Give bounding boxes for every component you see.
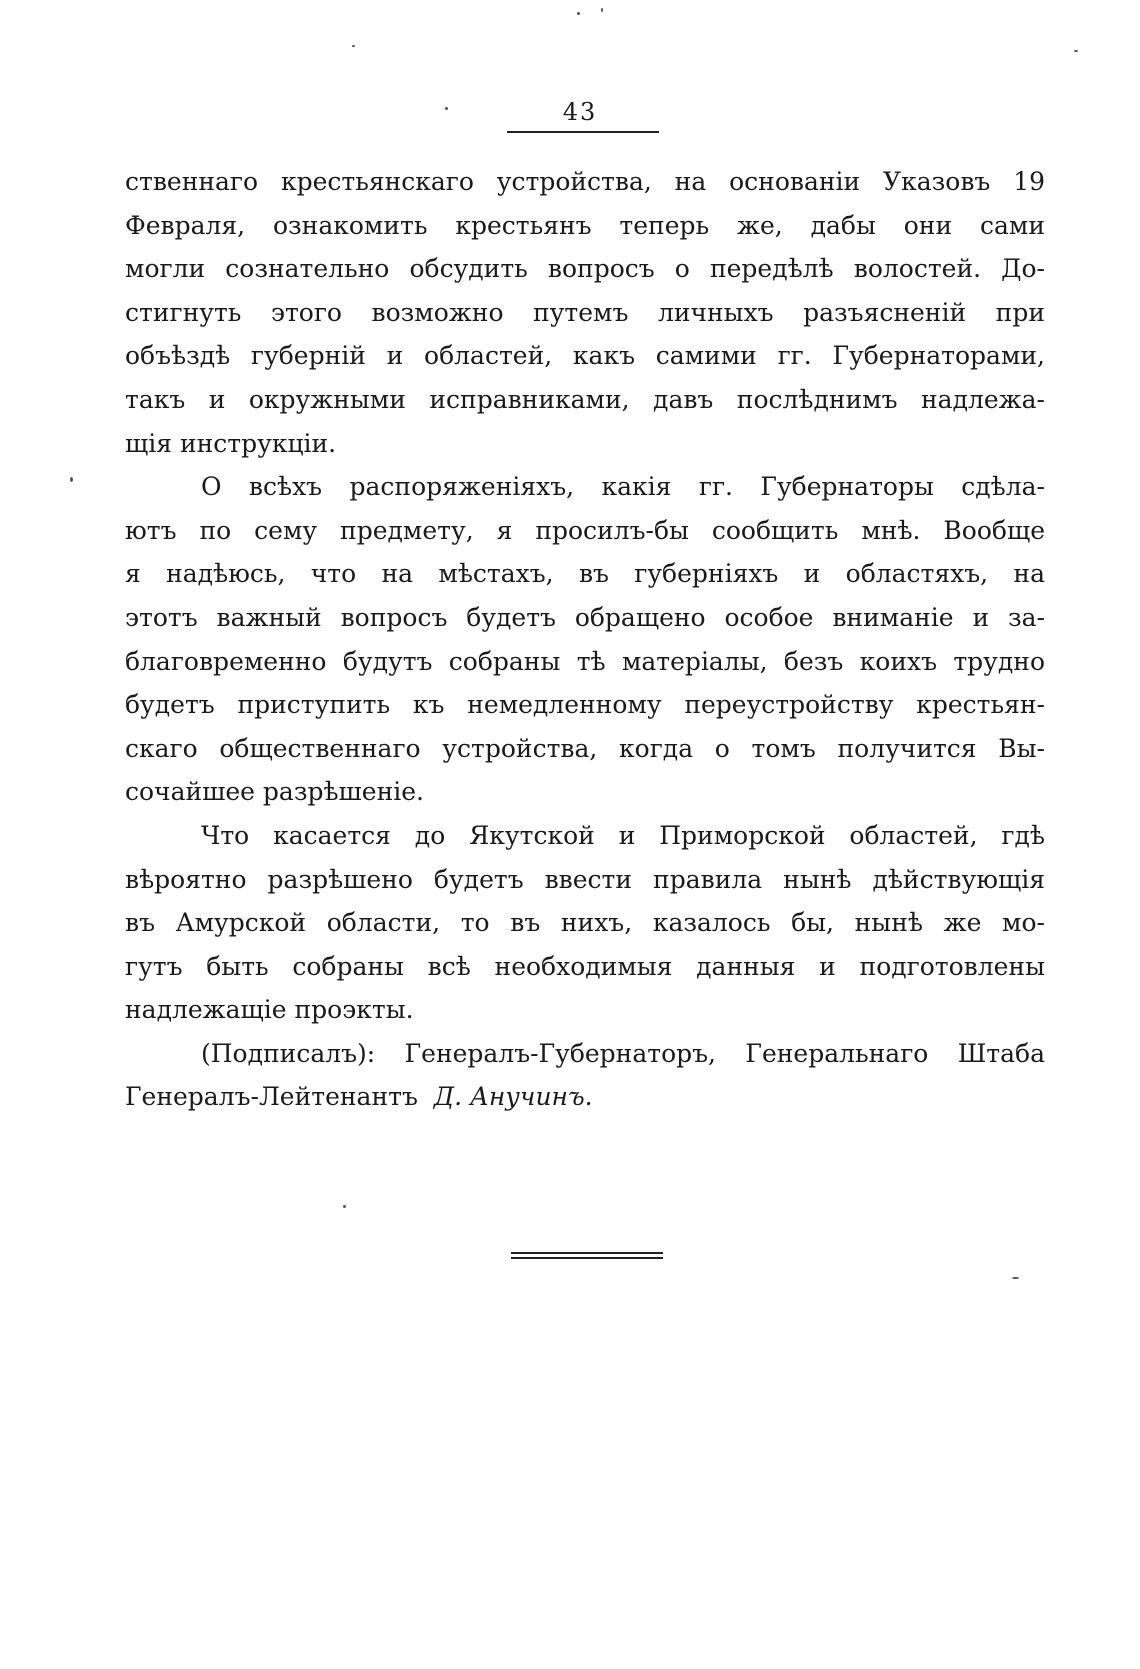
scan-speck	[70, 477, 73, 482]
page-number-underline	[507, 131, 659, 133]
text-line: этотъ важный вопросъ будетъ обращено особое вниманіе и за-	[125, 602, 1045, 632]
scan-speck	[1074, 50, 1078, 52]
text-line: Что касается до Якутской и Приморской областей, гдѣ	[201, 820, 1045, 850]
end-rule-bottom	[511, 1257, 663, 1259]
text-line: щія инструкціи.	[125, 428, 337, 458]
text-line: О всѣхъ распоряженіяхъ, какія гг. Губернаторы сдѣла-	[201, 472, 1045, 502]
scan-speck	[343, 1205, 346, 1208]
signature-line-2	[125, 1075, 1045, 1119]
page-number: 43	[562, 98, 598, 126]
signature-line-1: (Подписалъ): Генералъ-Губернаторъ, Генеральнаго Штаба	[201, 1038, 1045, 1068]
text-line: объѣздѣ губерній и областей, какъ самими гг. Губернаторами,	[125, 341, 1045, 371]
text-line: ютъ по сему предмету, я просилъ-бы сообщить мнѣ. Вообще	[125, 515, 1045, 545]
text-line: такъ и окружными исправниками, давъ послѣднимъ надлежа-	[125, 384, 1045, 414]
signature-name: Д. Анучинъ.	[433, 1082, 593, 1112]
text-line: гутъ быть собраны всѣ необходимыя данныя и подготовлены	[125, 951, 1045, 981]
text-line: сочайшее разрѣшеніе.	[125, 777, 424, 807]
text-line: могли сознательно обсудить вопросъ о передѣлѣ волостей. До-	[125, 254, 1045, 284]
paragraph-2	[125, 465, 1045, 814]
text-line: я надѣюсь, что на мѣстахъ, въ губерніяхъ и областяхъ, на	[125, 559, 1045, 589]
text-line: благовременно будутъ собраны тѣ матеріалы, безъ коихъ трудно	[125, 646, 1045, 676]
scan-speck	[601, 8, 603, 12]
end-rule-top	[511, 1252, 663, 1254]
text-line: скаго общественнаго устройства, когда о томъ получится Вы-	[125, 733, 1045, 763]
scan-speck	[445, 107, 448, 110]
text-line: вѣроятно разрѣшено будетъ ввести правила нынѣ дѣйствующія	[125, 864, 1045, 894]
paragraph-1	[125, 160, 1045, 465]
text-line: ственнаго крестьянскаго устройства, на основаніи Указовъ 19	[125, 167, 1045, 196]
signature-block	[125, 1032, 1045, 1119]
text-line: Февраля, ознакомить крестьянъ теперь же, дабы они сами	[125, 210, 1045, 240]
text-line: въ Амурской области, то въ нихъ, казалось бы, нынѣ же мо-	[125, 908, 1045, 938]
text-line: будетъ приступить къ немедленному переустройству крестьян-	[125, 690, 1045, 720]
paragraph-3	[125, 814, 1045, 1032]
text-line: надлежащіе проэкты.	[125, 995, 414, 1025]
scan-speck	[352, 45, 355, 47]
body-text	[125, 160, 1045, 1119]
signature-rank: Генералъ-Лейтенантъ	[125, 1082, 418, 1112]
text-line: стигнуть этого возможно путемъ личныхъ разъясненій при	[125, 297, 1045, 327]
scan-speck	[577, 12, 580, 15]
scan-speck	[1012, 1277, 1019, 1279]
